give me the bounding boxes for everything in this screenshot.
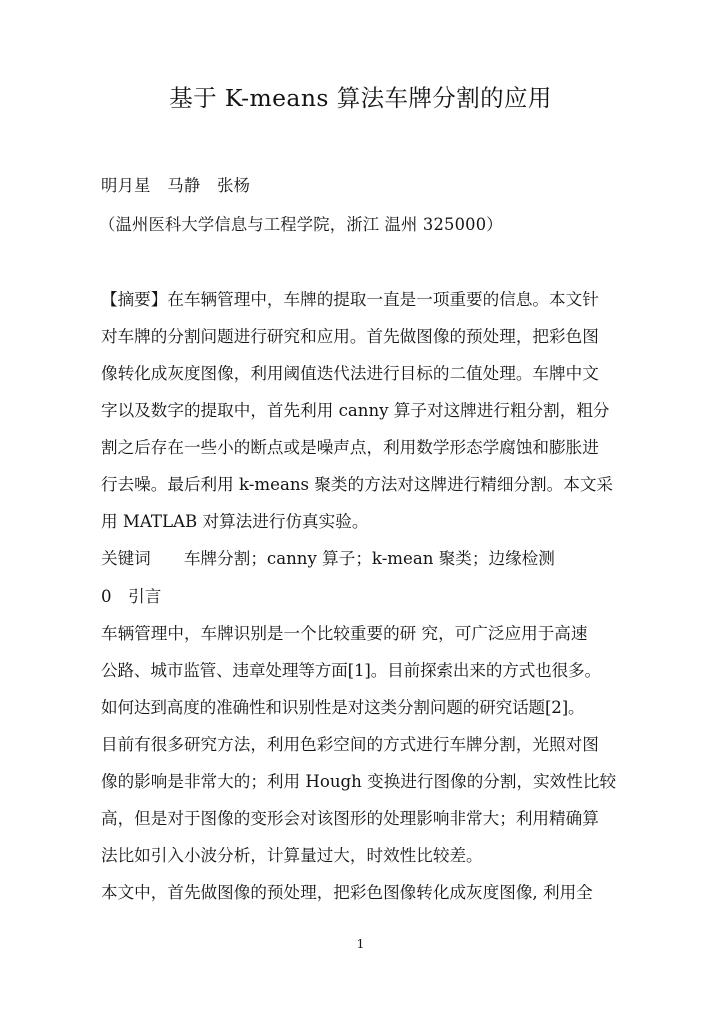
keywords-line: 关键词 车牌分割；canny 算子；k-mean 聚类；边缘检测 (101, 549, 555, 568)
body-line: 像的影响是非常大的；利用 Hough 变换进行图像的分割，实效性比较 (101, 772, 617, 791)
abstract-line: 行去噪。最后利用 k-means 聚类的方法对这牌进行精细分割。本文采 (101, 475, 614, 494)
abstract-line: 对车牌的分割问题进行研究和应用。首先做图像的预处理，把彩色图 (101, 327, 599, 346)
body-line: 本文中，首先做图像的预处理，把彩色图像转化成灰度图像, 利用全 (101, 883, 593, 902)
affiliation: （温州医科大学信息与工程学院，浙江 温州 325000） (99, 215, 503, 234)
abstract-line: 割之后存在一些小的断点或是噪声点，利用数学形态学腐蚀和膨胀进 (101, 438, 599, 457)
abstract-line: 像转化成灰度图像，利用阈值迭代法进行目标的二值处理。车牌中文 (101, 364, 599, 383)
author-list: 明月星 马静 张杨 (101, 176, 251, 195)
abstract-line: 【摘要】在车辆管理中，车牌的提取一直是一项重要的信息。本文针 (101, 290, 599, 309)
section-heading: 0 引言 (101, 587, 162, 606)
body-line: 如何达到高度的准确性和识别性是对这类分割问题的研究话题[2]。 (101, 698, 585, 717)
page-title: 基于 K-means 算法车牌分割的应用 (169, 84, 552, 112)
body-line: 法比如引入小波分析，计算量过大，时效性比较差。 (101, 846, 483, 865)
page-number: 1 (356, 936, 365, 951)
body-line: 高，但是对于图像的变形会对该图形的处理影响非常大；利用精确算 (101, 809, 599, 828)
body-line: 车辆管理中，车牌识别是一个比较重要的研 究，可广泛应用于高速 (101, 624, 588, 643)
abstract-line: 字以及数字的提取中，首先利用 canny 算子对这牌进行粗分割，粗分 (101, 401, 610, 420)
body-line: 目前有很多研究方法，利用色彩空间的方式进行车牌分割，光照对图 (101, 735, 599, 754)
body-line: 公路、城市监管、违章处理等方面[1]。目前探索出来的方式也很多。 (101, 661, 601, 680)
abstract-line: 用 MATLAB 对算法进行仿真实验。 (101, 512, 369, 531)
